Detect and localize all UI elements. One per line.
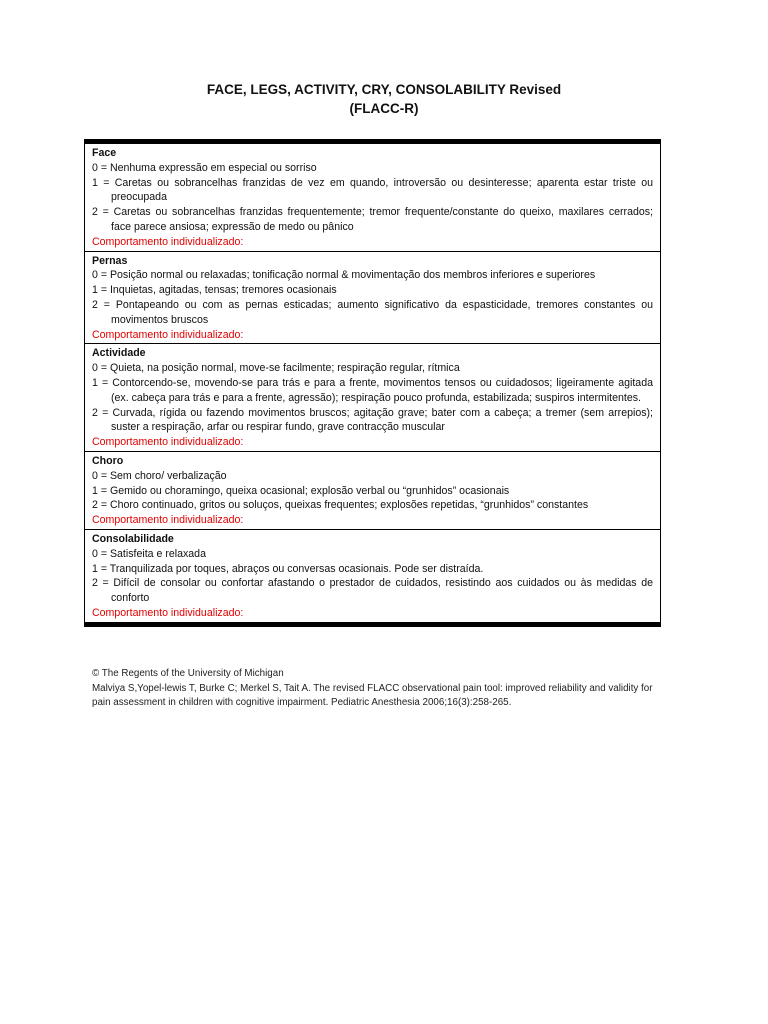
copyright-notice: © The Regents of the University of Michigan: [92, 668, 284, 679]
section-consolability: [85, 529, 660, 622]
score-item: 0 = Posição normal ou relaxadas; tonificação normal & movimentação dos membros inferiores e superiores: [92, 269, 596, 282]
score-item: 2 = Choro continuado, gritos ou soluços, queixas frequentes; explosões repetidas, “grunhidos” constantes: [92, 499, 589, 512]
individualized-behavior-label: Comportamento individualizado:: [92, 328, 244, 341]
score-item: 0 = Sem choro/ verbalização: [92, 469, 227, 482]
section-title: Face: [92, 147, 117, 159]
score-item: 2 = Caretas ou sobrancelhas franzidas frequentemente; tremor frequente/constante do queixo, maxilares cerrados; face parece ansiosa; expressão de medo ou pânico: [92, 206, 653, 233]
section-title: Choro: [92, 454, 124, 467]
score-item: 1 = Contorcendo-se, movendo-se para trás e para a frente, movimentos tensos ou cuidadosos; ligeiramente agitada (ex. cabeça para trás e para a frente, agressão); respiração pouco profunda, estabilizada; suspiros intermitentes.: [92, 376, 653, 404]
score-item: 1 = Tranquilizada por toques, abraços ou conversas ocasionais. Pode ser distraída.: [92, 562, 484, 575]
section-title: Pernas: [92, 254, 128, 267]
score-item: 0 = Quieta, na posição normal, move-se facilmente; respiração regular, rítmica: [92, 362, 460, 375]
score-item: 2 = Difícil de consolar ou confortar afastando o prestador de cuidados, resistindo aos cuidados ou às medidas de conforto: [92, 577, 653, 605]
section-face: [85, 144, 660, 251]
individualized-behavior-label: Comportamento individualizado:: [92, 235, 244, 248]
title-line-2: (FLACC-R): [349, 101, 419, 116]
individualized-behavior-label: Comportamento individualizado:: [92, 514, 244, 527]
score-item: 1 = Gemido ou choramingo, queixa ocasional; explosão verbal ou “grunhidos” ocasionais: [92, 484, 510, 497]
score-item: 1 = Inquietas, agitadas, tensas; tremores ocasionais: [92, 284, 337, 297]
score-item: 2 = Pontapeando ou com as pernas esticadas; aumento significativo da espasticidade, tremores constantes ou movimentos bruscos: [92, 298, 653, 326]
individualized-behavior-label: Comportamento individualizado:: [92, 436, 244, 449]
score-item: 0 = Nenhuma expressão em especial ou sorriso: [92, 161, 317, 174]
section-title: Actividade: [92, 347, 146, 360]
footer-citation: [92, 667, 658, 711]
score-item: 0 = Satisfeita e relaxada: [92, 547, 206, 560]
title-line-1: FACE, LEGS, ACTIVITY, CRY, CONSOLABILITY Revised: [206, 82, 562, 97]
section-title: Consolabilidade: [92, 532, 174, 545]
individualized-behavior-label: Comportamento individualizado:: [92, 606, 244, 619]
flacc-table: [84, 139, 661, 627]
reference-text: Malviya S,Yopel-lewis T, Burke C; Merkel S, Tait A. The revised FLACC observational pain tool: improved reliability and validity for pain assessment in children with cognitive impairment. Pediatric Anesthesia 2006;16(3):258-265.: [92, 682, 653, 708]
score-item: 2 = Curvada, rígida ou fazendo movimentos bruscos; agitação grave; bater com a cabeça; a tremer (sem arrepios); suster a respiração, arfar ou respirar fundo, grave contracção muscular: [92, 406, 653, 434]
document-title: [0, 80, 768, 118]
section-cry: [85, 451, 660, 529]
section-legs: [85, 251, 660, 344]
section-activity: [85, 343, 660, 451]
score-item: 1 = Caretas ou sobrancelhas franzidas de vez em quando, introversão ou desinteresse; aparenta estar triste ou preocupada: [92, 176, 653, 204]
